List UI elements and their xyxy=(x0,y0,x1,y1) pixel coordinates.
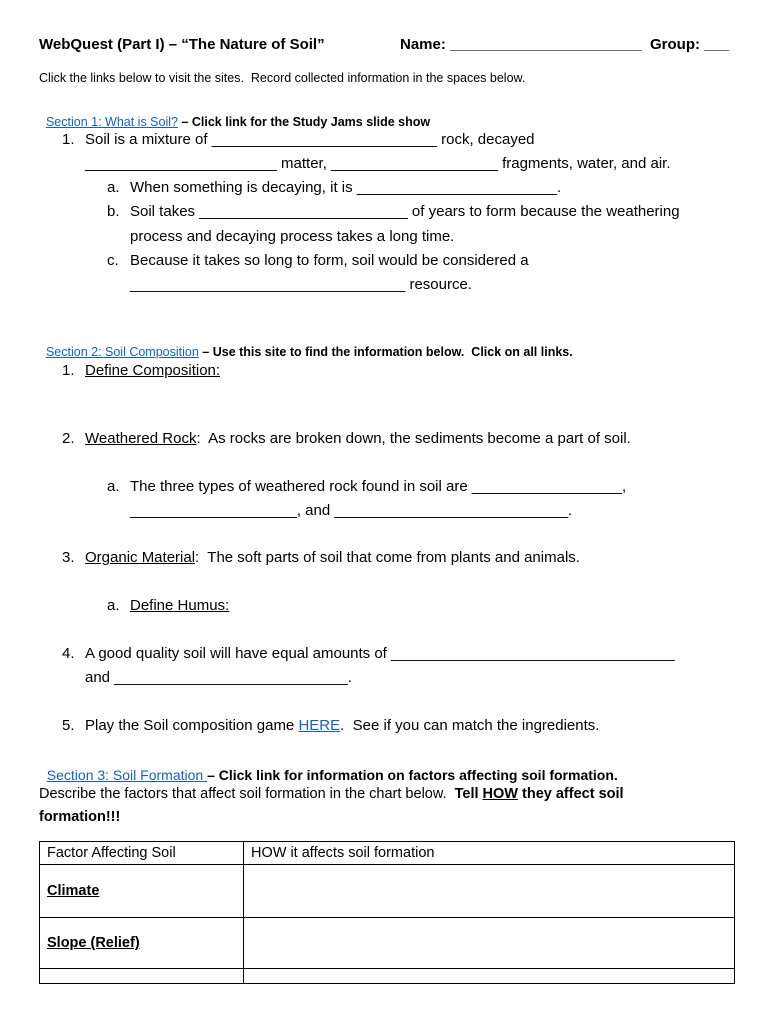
s2-q5-pre: Play the Soil composition game xyxy=(85,717,299,734)
s2-q3-text: : The soft parts of soil that come from plants and animals. xyxy=(195,549,580,566)
answer-cell-climate[interactable] xyxy=(244,865,735,918)
table-row xyxy=(40,865,735,918)
section3-heading xyxy=(39,751,618,783)
instructions-text: Click the links below to visit the sites. Record collected information in the spaces below. xyxy=(39,71,526,85)
s3-desc-bold2: they affect soil xyxy=(517,786,624,802)
section1-note: – Click link for the Study Jams slide show xyxy=(177,115,431,129)
group-field[interactable]: Group: ___ xyxy=(650,36,730,53)
factor-climate: Climate xyxy=(40,865,244,918)
s2-q5-number: 5. xyxy=(62,717,75,734)
factor-empty xyxy=(40,969,244,984)
answer-cell-empty[interactable] xyxy=(244,969,735,984)
s2-q3-line xyxy=(85,549,580,566)
s2-q2-number: 2. xyxy=(62,430,75,447)
s2-q2a-text2[interactable]: ____________________, and ____________________________. xyxy=(130,502,573,519)
answer-cell-slope[interactable] xyxy=(244,918,735,969)
soil-game-link[interactable]: HERE xyxy=(298,717,341,734)
section2-heading xyxy=(39,331,573,359)
s2-q4-number: 4. xyxy=(62,645,75,662)
s2-q3a-text: Define Humus: xyxy=(130,597,230,614)
s1-a-text[interactable]: When something is decaying, it is ________________________. xyxy=(130,179,562,196)
s2-q1-number: 1. xyxy=(62,362,75,379)
section1-link[interactable]: Section 1: What is Soil? xyxy=(45,115,178,129)
s1-q1-line2[interactable]: _______________________ matter, ____________________ fragments, water, and air. xyxy=(85,155,671,172)
section3-link[interactable]: Section 3: Soil Formation xyxy=(46,767,208,783)
s2-q2a-label: a. xyxy=(107,478,120,495)
s2-q1-label: Define Composition: xyxy=(85,362,221,379)
s1-c-text1: Because it takes so long to form, soil would be considered a xyxy=(130,252,529,269)
s3-desc-how: HOW xyxy=(482,786,518,802)
s3-desc-pre: Describe the factors that affect soil formation in the chart below. xyxy=(39,786,455,802)
s2-q5-post: . See if you can match the ingredients. xyxy=(340,717,600,734)
s2-q3-number: 3. xyxy=(62,549,75,566)
s2-q2-line xyxy=(85,430,631,447)
table-header-row xyxy=(40,842,735,865)
s1-b-text1[interactable]: Soil takes _________________________ of years to form because the weathering xyxy=(130,203,680,220)
s1-c-text2[interactable]: _________________________________ resource. xyxy=(130,276,472,293)
s2-q4-text1[interactable]: A good quality soil will have equal amounts of __________________________________ xyxy=(85,645,675,662)
section1-heading xyxy=(39,101,430,129)
section2-link[interactable]: Section 2: Soil Composition xyxy=(45,345,199,359)
s1-b-label: b. xyxy=(107,203,120,220)
soil-factors-table xyxy=(39,841,735,984)
s2-q2-label: Weathered Rock xyxy=(85,430,197,447)
section3-note: – Click link for information on factors affecting soil formation. xyxy=(207,767,618,783)
section2-note: – Use this site to find the information below. Click on all links. xyxy=(198,345,573,359)
s2-q2-text: : As rocks are broken down, the sediments become a part of soil. xyxy=(196,430,631,447)
s2-q2a-text1[interactable]: The three types of weathered rock found in soil are __________________, xyxy=(130,478,627,495)
s1-b-text2: process and decaying process takes a long time. xyxy=(130,228,455,245)
s1-q1-number: 1. xyxy=(62,131,75,148)
s2-q4-text2[interactable]: and ____________________________. xyxy=(85,669,352,686)
s2-q5-line xyxy=(85,717,599,734)
worksheet-title: WebQuest (Part I) – “The Nature of Soil” xyxy=(39,36,325,53)
table-header-factor: Factor Affecting Soil xyxy=(40,842,244,865)
table-row xyxy=(40,969,735,984)
s2-q3a-label: a. xyxy=(107,597,120,614)
s1-a-label: a. xyxy=(107,179,120,196)
table-row xyxy=(40,918,735,969)
s1-c-label: c. xyxy=(107,252,119,269)
s3-desc-line2: formation!!! xyxy=(39,809,121,825)
s1-q1-line1[interactable]: Soil is a mixture of ___________________________ rock, decayed xyxy=(85,131,535,148)
factor-slope: Slope (Relief) xyxy=(40,918,244,969)
s3-desc-bold1: Tell xyxy=(454,786,483,802)
name-field[interactable]: Name: _______________________ xyxy=(400,36,642,53)
s2-q3-label: Organic Material xyxy=(85,549,196,566)
table-header-how: HOW it affects soil formation xyxy=(244,842,735,865)
section3-description xyxy=(39,786,624,802)
